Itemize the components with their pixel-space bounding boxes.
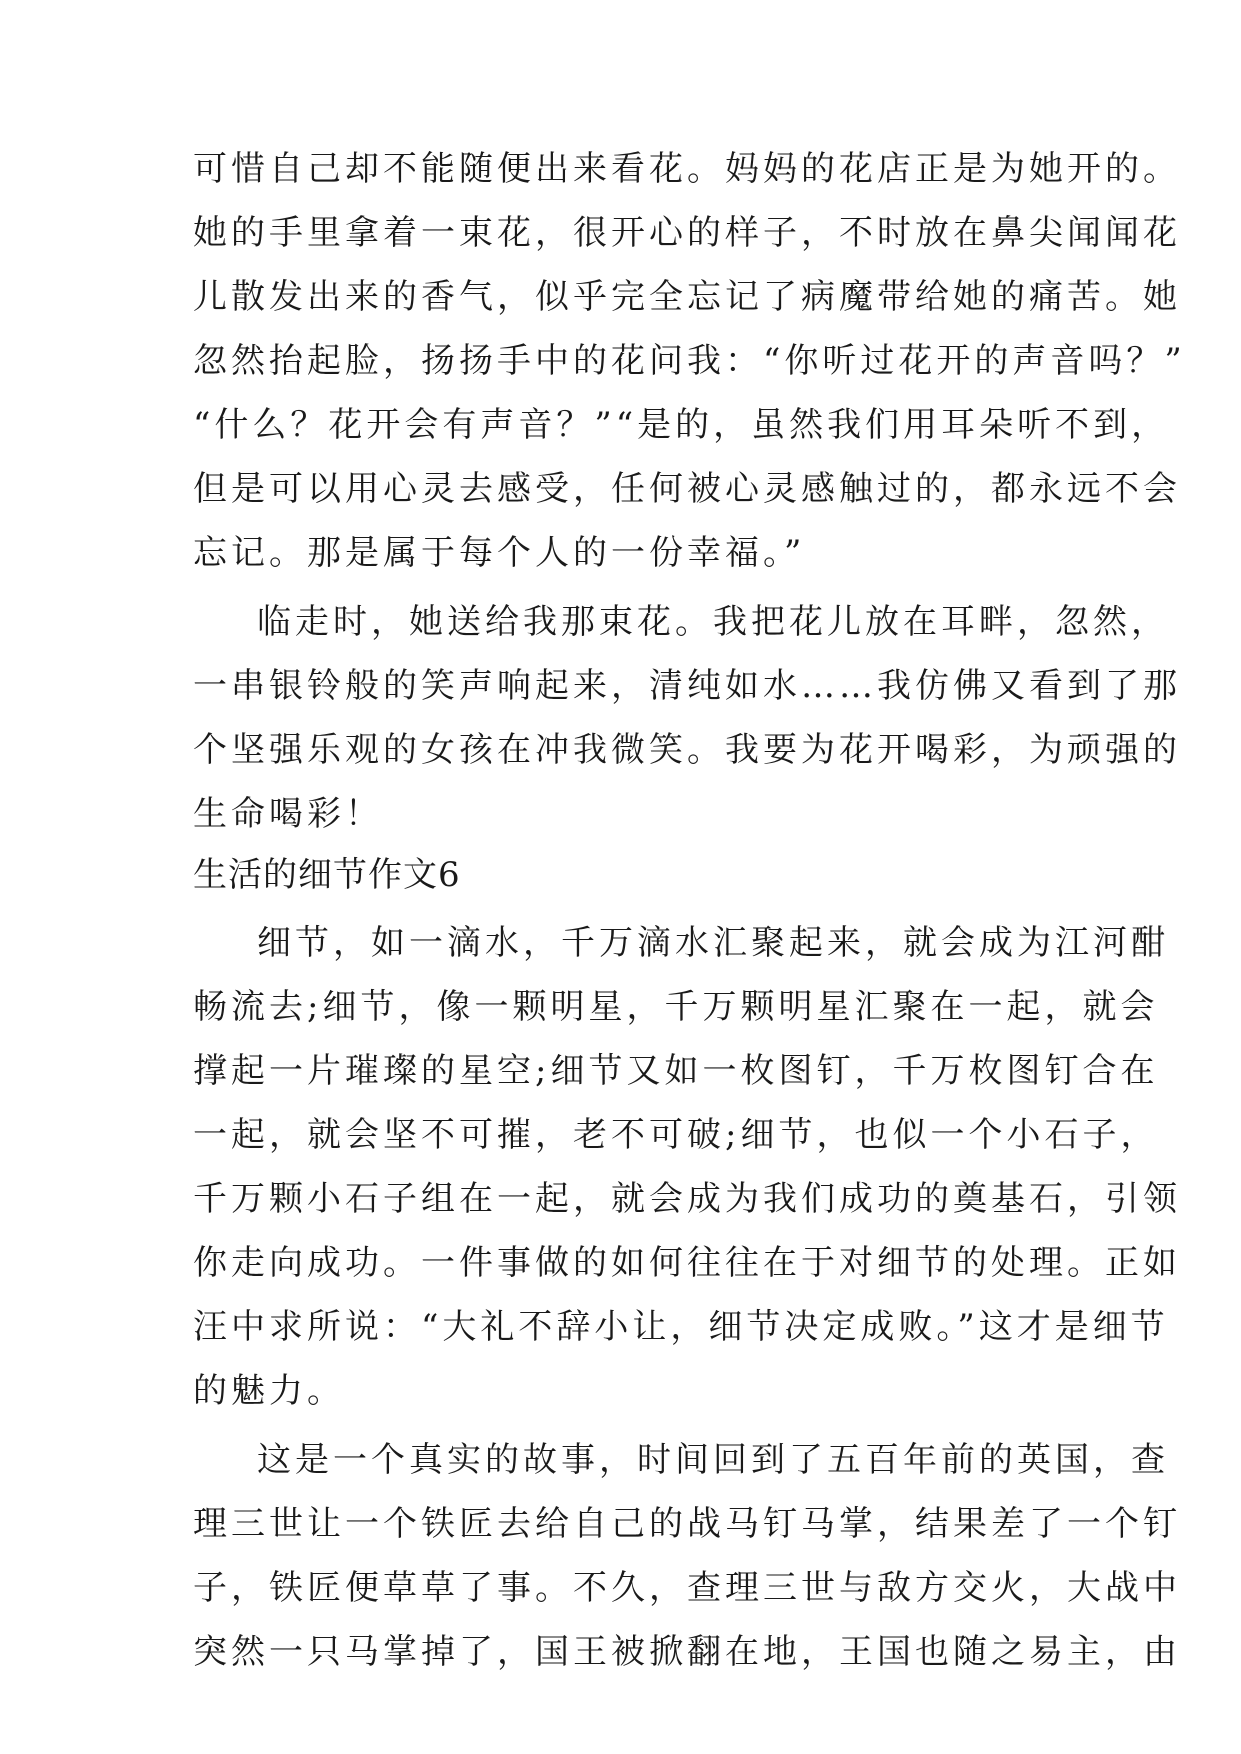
text-line: 的魅力。: [193, 1371, 345, 1411]
text-line: 这是一个真实的故事，时间回到了五百年前的英国，查: [257, 1440, 1169, 1480]
text-line: 但是可以用心灵去感受，任何被心灵感触过的，都永远不会: [193, 469, 1181, 509]
text-line: 可惜自己却不能随便出来看花。妈妈的花店正是为她开的。: [193, 149, 1181, 189]
text-line: 撑起一片璀璨的星空;细节又如一枚图钉，千万枚图钉合在: [193, 1051, 1159, 1091]
text-line: 畅流去;细节，像一颗明星，千万颗明星汇聚在一起，就会: [193, 987, 1159, 1027]
text-line: 理三世让一个铁匠去给自己的战马钉马掌，结果差了一个钉: [193, 1504, 1181, 1544]
text-line: 个坚强乐观的女孩在冲我微笑。我要为花开喝彩，为顽强的: [193, 730, 1181, 770]
text-line: 子，铁匠便草草了事。不久，查理三世与敌方交火，大战中: [193, 1568, 1181, 1608]
text-line: 忽然抬起脸，扬扬手中的花问我：“你听过花开的声音吗？”: [193, 341, 1186, 381]
text-line: 细节，如一滴水，千万滴水汇聚起来，就会成为江河酣: [257, 923, 1169, 963]
text-line: 生命喝彩！: [193, 794, 383, 834]
text-line: 突然一只马掌掉了，国王被掀翻在地，王国也随之易主，由: [193, 1632, 1181, 1672]
text-line: 儿散发出来的香气，似乎完全忘记了病魔带给她的痛苦。她: [193, 277, 1181, 317]
text-line: 千万颗小石子组在一起，就会成为我们成功的奠基石，引领: [193, 1179, 1181, 1219]
text-line: 汪中求所说：“大礼不辞小让，细节决定成败。”这才是细节: [193, 1307, 1169, 1347]
text-line: 忘记。那是属于每个人的一份幸福。”: [193, 533, 806, 573]
text-line: 她的手里拿着一束花，很开心的样子，不时放在鼻尖闻闻花: [193, 213, 1181, 253]
text-line: “什么？花开会有声音？”“是的，虽然我们用耳朵听不到，: [193, 405, 1170, 445]
text-line: 一起，就会坚不可摧，老不可破;细节，也似一个小石子，: [193, 1115, 1159, 1155]
text-line: 你走向成功。一件事做的如何往往在于对细节的处理。正如: [193, 1243, 1181, 1283]
text-line: 临走时，她送给我那束花。我把花儿放在耳畔，忽然，: [257, 602, 1169, 642]
text-line: 一串银铃般的笑声响起来，清纯如水……我仿佛又看到了那: [193, 666, 1181, 706]
section-heading: 生活的细节作文6: [193, 855, 461, 895]
